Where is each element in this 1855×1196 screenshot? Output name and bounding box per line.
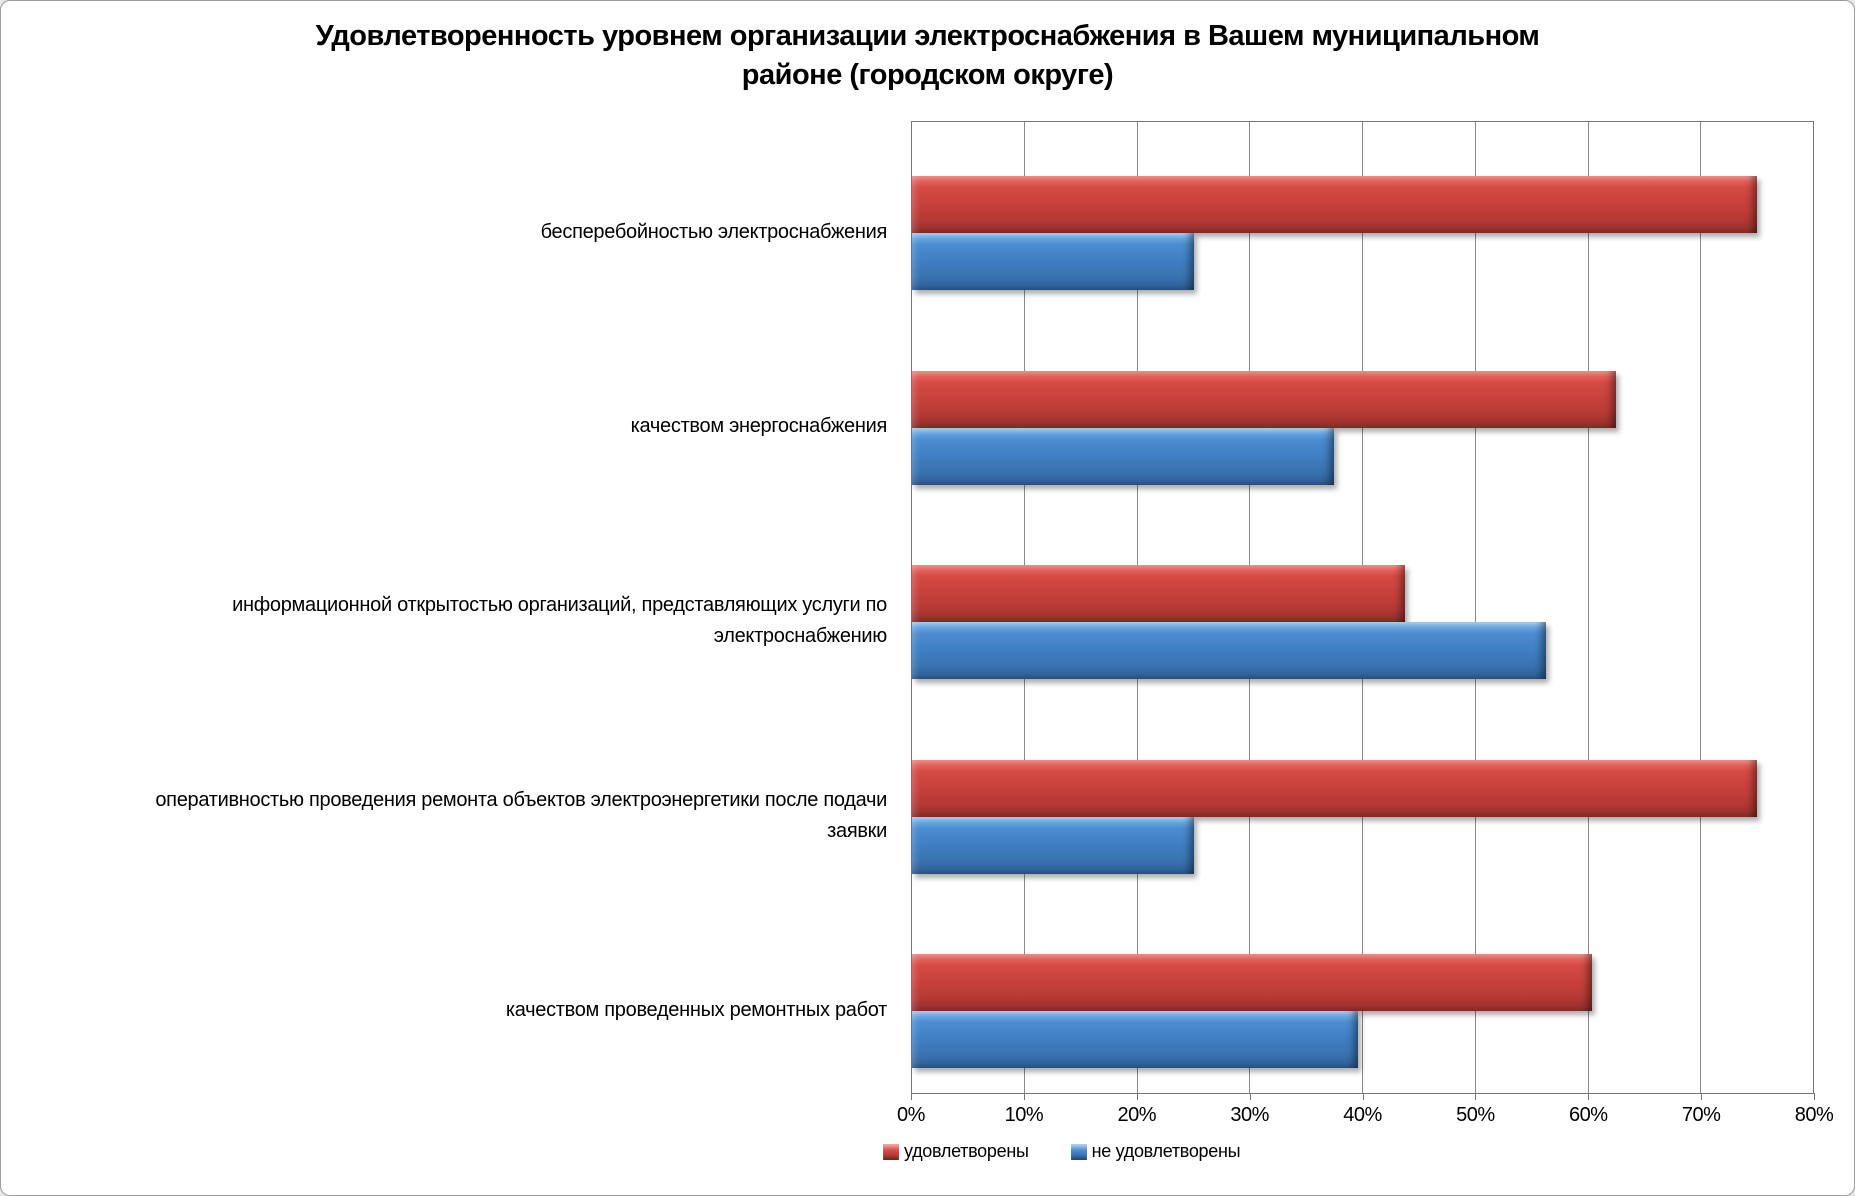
x-axis-tick: [1363, 1093, 1364, 1100]
legend-swatch-icon: [883, 1144, 899, 1160]
bar-series1-cat1: [912, 428, 1334, 485]
bar-series0-cat4: [912, 954, 1592, 1011]
bar-series0-cat1: [912, 371, 1616, 428]
legend-item-1: [1071, 1141, 1241, 1162]
bar-series1-cat0: [912, 233, 1194, 290]
x-axis-tick: [1701, 1093, 1702, 1100]
x-axis-tick: [911, 1093, 912, 1100]
bars-layer: [912, 122, 1813, 1093]
x-axis-label-4: 40%: [1343, 1104, 1382, 1126]
legend-swatch-icon: [1071, 1144, 1087, 1160]
x-axis-tick: [1137, 1093, 1138, 1100]
x-axis-label-6: 60%: [1568, 1104, 1608, 1126]
bar-series1-cat4: [912, 1011, 1358, 1068]
category-label-3: оперативностью проведения ремонта объектов электроэнергетики после подачи заявки: [155, 788, 887, 842]
category-axis: [1, 121, 887, 1094]
x-axis-label-3: 30%: [1230, 1104, 1269, 1126]
x-axis-tick: [1814, 1093, 1815, 1100]
bar-series1-cat2: [912, 622, 1546, 679]
bar-series0-cat2: [912, 565, 1405, 622]
x-axis-label-8: 80%: [1794, 1104, 1834, 1126]
category-label-1: качеством энергоснабжения: [630, 415, 887, 438]
x-axis-label-0: 0%: [897, 1104, 925, 1126]
x-axis-tick: [1475, 1093, 1476, 1100]
chart-title-line1: Удовлетворенность уровнем организации электроснабжения в Вашем муниципальном: [315, 20, 1540, 52]
legend-label-1: не удовлетворены: [1091, 1141, 1241, 1161]
x-axis-tick: [1588, 1093, 1589, 1100]
x-axis-tick: [1250, 1093, 1251, 1100]
x-axis-label-2: 20%: [1117, 1104, 1157, 1126]
bar-series0-cat0: [912, 176, 1757, 233]
legend-label-0: удовлетворены: [904, 1141, 1029, 1161]
category-label-4: качеством проведенных ремонтных работ: [505, 998, 887, 1021]
bar-series0-cat3: [912, 760, 1757, 817]
category-label-2: информационной открытостью организаций, представляющих услуги по электроснабжению: [232, 594, 887, 648]
x-axis-label-1: 10%: [1004, 1104, 1044, 1126]
plot-area: [911, 121, 1814, 1094]
x-axis-label-7: 70%: [1681, 1104, 1721, 1126]
x-axis-tick: [1024, 1093, 1025, 1100]
bar-series1-cat3: [912, 817, 1194, 874]
legend-item-0: [883, 1141, 1029, 1162]
legend: [883, 1141, 1240, 1162]
category-label-0: бесперебойностью электроснабжения: [540, 220, 887, 243]
chart-title-line2: районе (городском округе): [741, 59, 1114, 91]
x-axis-label-5: 50%: [1456, 1104, 1495, 1126]
chart-title: [228, 17, 1628, 95]
